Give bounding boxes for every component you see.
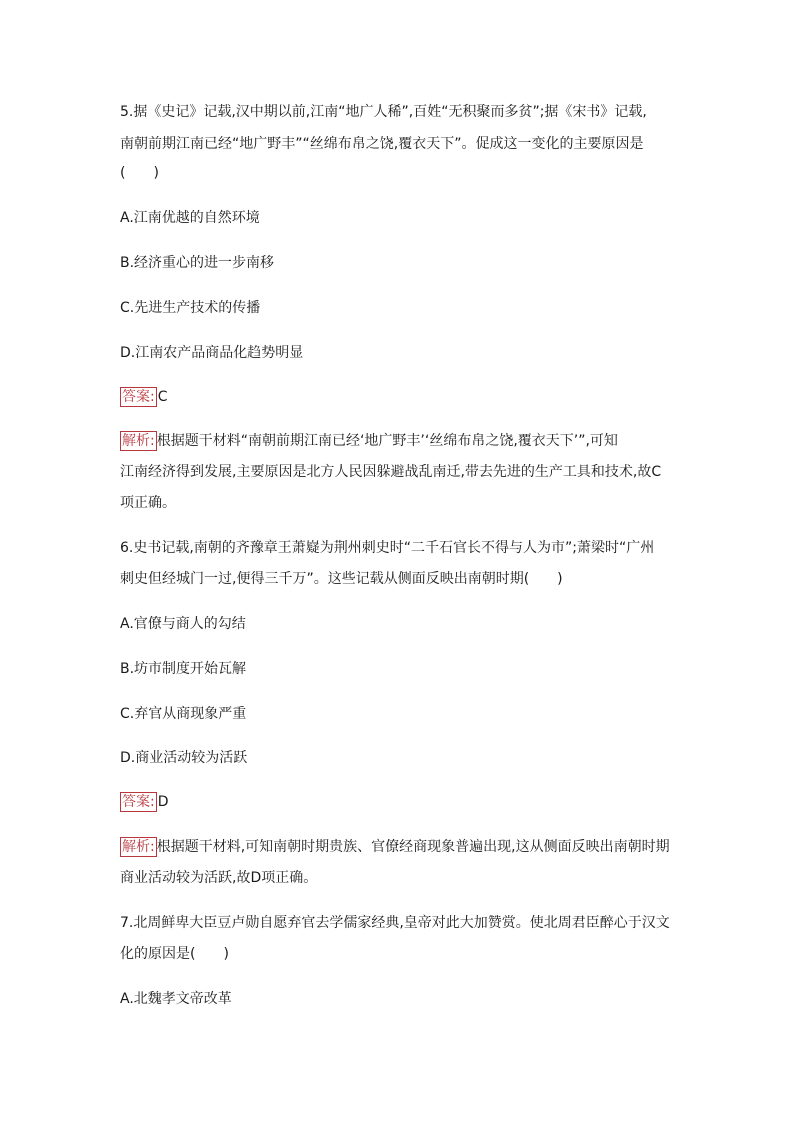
- q6-stem-line-1: 6.史书记载,南朝的齐豫章王萧嶷为荆州刺史时“二千石官长不得与人为市”;萧梁时“广州: [120, 540, 655, 556]
- q6-answer: [120, 792, 169, 812]
- q5-stem-line-2: 南朝前期江南已经“地广野丰”“丝绵布帛之饶,覆衣天下”。促成这一变化的主要原因是: [120, 136, 644, 152]
- analysis-text: 根据题干材料“南朝前期江南已经‘地广野丰’‘丝绵布帛之饶,覆衣天下’”,可知: [156, 433, 618, 449]
- q7-stem-line-2: 化的原因是( ): [120, 946, 229, 962]
- q5-analysis-line-3: 项正确。: [120, 495, 176, 511]
- q5-answer: [120, 387, 168, 407]
- q5-option-c: C.先进生产技术的传播: [120, 300, 261, 316]
- analysis-text: 根据题干材料,可知南朝时期贵族、官僚经商现象普遍出现,这从侧面反映出南朝时期: [156, 839, 670, 855]
- analysis-label: 解析:: [122, 839, 155, 855]
- q5-option-d: D.江南农产品商品化趋势明显: [120, 345, 304, 361]
- q6-option-b: B.坊市制度开始瓦解: [120, 661, 247, 677]
- q5-option-a: A.江南优越的自然环境: [120, 210, 260, 226]
- q5-stem-line-1: 5.据《史记》记载,汉中期以前,江南“地广人稀”,百姓“无积聚而多贫”;据《宋书》记载,: [120, 104, 647, 120]
- q6-option-a: A.官僚与商人的勾结: [120, 616, 246, 632]
- q6-analysis-line-2: 商业活动较为活跃,故D项正确。: [120, 870, 318, 886]
- analysis-label: 解析:: [122, 433, 155, 449]
- q6-option-d: D.商业活动较为活跃: [120, 750, 248, 766]
- q6-analysis-line-1: [120, 837, 670, 857]
- q5-analysis-line-1: [120, 431, 618, 451]
- q7-stem-line-1: 7.北周鲜卑大臣豆卢勋自愿弃官去学儒家经典,皇帝对此大加赞赏。使北周君臣醉心于汉文: [120, 915, 670, 931]
- q5-stem-line-3: ( ): [120, 165, 159, 181]
- q5-option-b: B.经济重心的进一步南移: [120, 255, 275, 271]
- answer-value: C: [157, 389, 168, 405]
- answer-label: 答案:: [122, 389, 155, 405]
- answer-label: 答案:: [122, 794, 155, 810]
- q6-stem-line-2: 刺史但经城门一过,便得三千万”。这些记载从侧面反映出南朝时期( ): [120, 571, 563, 587]
- q7-option-a: A.北魏孝文帝改革: [120, 991, 232, 1007]
- answer-value: D: [157, 794, 169, 810]
- q6-option-c: C.弃官从商现象严重: [120, 706, 247, 722]
- q5-analysis-line-2: 江南经济得到发展,主要原因是北方人民因躲避战乱南迁,带去先进的生产工具和技术,故C: [120, 464, 662, 480]
